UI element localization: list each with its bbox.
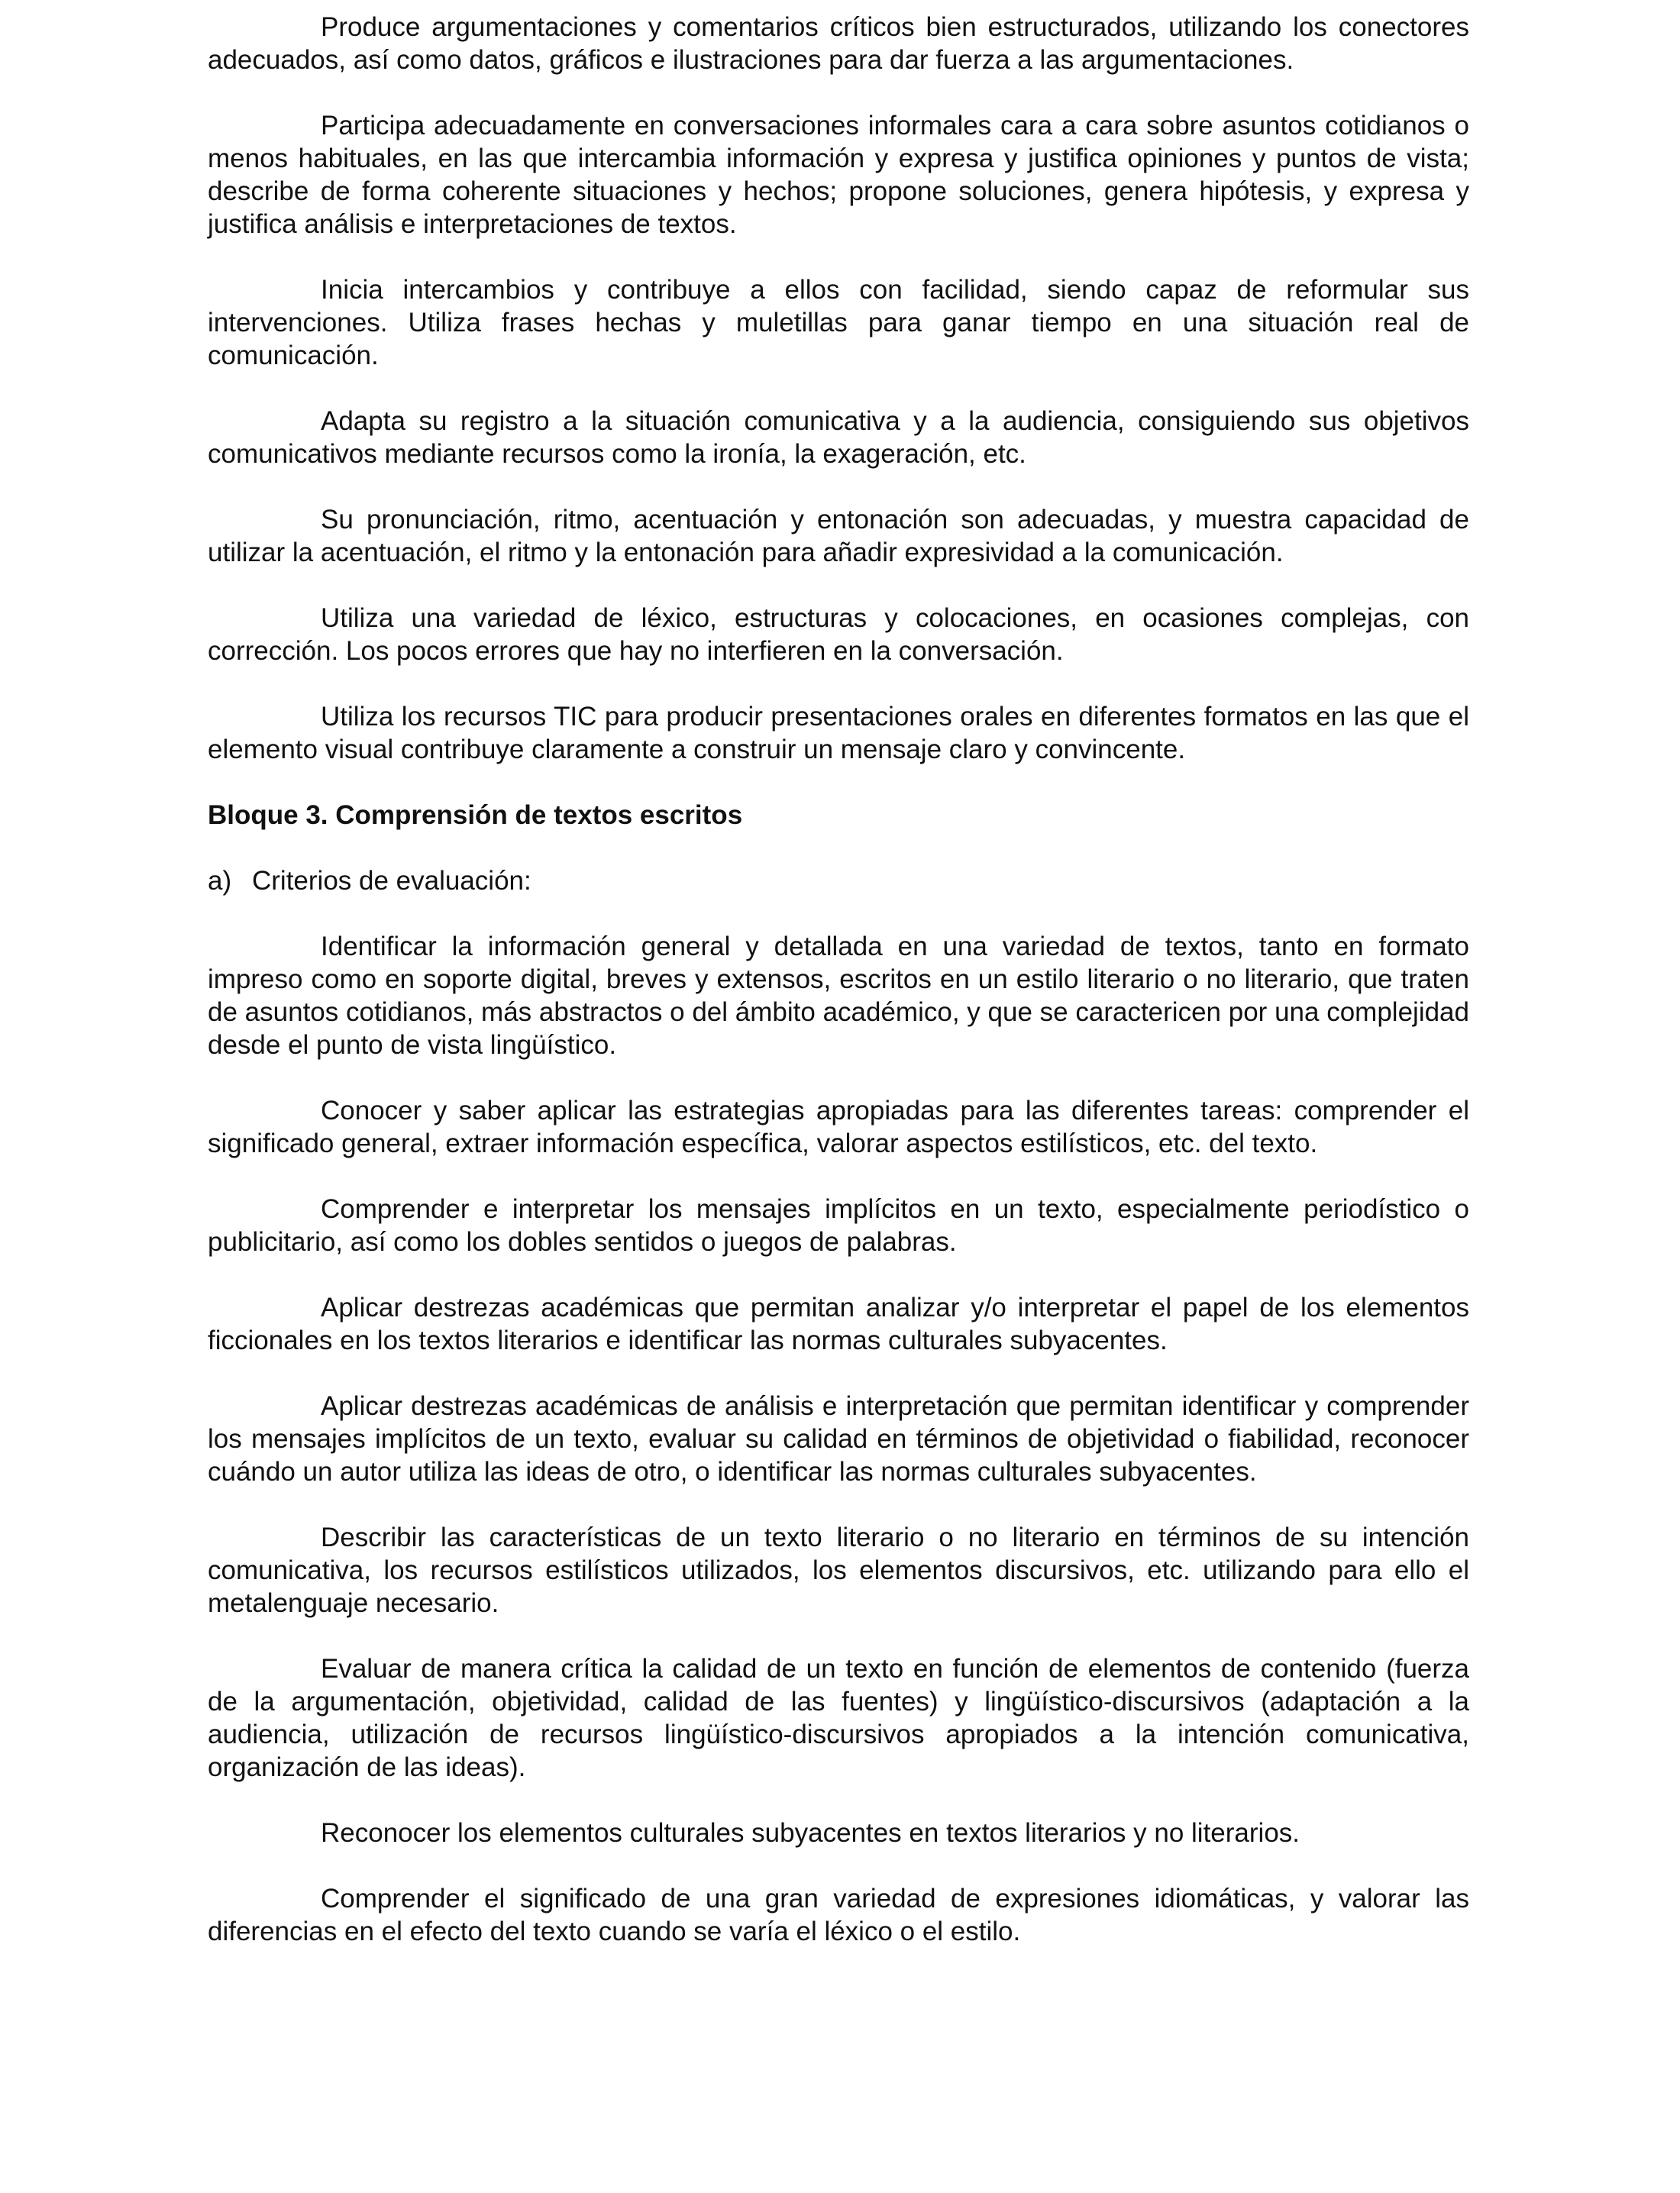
paragraph-caracteristicas: Describir las características de un texto literario o no literario en términos de su intención comunicativa, los recursos estilísticos utilizados, los elementos discursivos, etc. utilizando para ello el metalenguaje necesario. [208,1523,1469,1618]
subsection-heading [208,864,1469,897]
paragraph-expresiones-idiomaticas: Comprender el significado de una gran variedad de expresiones idiomáticas, y valorar las diferencias en el efecto del texto cuando se varía el léxico o el estilo. [208,1884,1469,1946]
subsection-marker: a) [208,866,232,896]
paragraph-identificar: Identificar la información general y detallada en una variedad de textos, tanto en formato impreso como en soporte digital, breves y extensos, escritos en un estilo literario o no literario, que traten de asuntos cotidianos, más abstractos o del ámbito académico, y que se caractericen por una complejidad desde el punto de vista lingüístico. [208,932,1469,1060]
paragraph-elementos-ficcionales: Aplicar destrezas académicas que permitan analizar y/o interpretar el papel de los elementos ficcionales en los textos literarios e identificar las normas culturales subyacentes. [208,1293,1469,1355]
subsection-label: Criterios de evaluación: [252,866,531,896]
paragraph-registro: Adapta su registro a la situación comunicativa y a la audiencia, consiguiendo sus objetivos comunicativos mediante recursos como la ironía, la exageración, etc. [208,406,1469,469]
paragraph-argumentaciones: Produce argumentaciones y comentarios críticos bien estructurados, utilizando los conectores adecuados, así como datos, gráficos e ilustraciones para dar fuerza a las argumentaciones. [208,12,1469,75]
paragraph-pronunciacion: Su pronunciación, ritmo, acentuación y entonación son adecuadas, y muestra capacidad de utilizar la acentuación, el ritmo y la entonación para añadir expresividad a la comunicación. [208,505,1469,567]
paragraph-recursos-tic: Utiliza los recursos TIC para producir presentaciones orales en diferentes formatos en las que el elemento visual contribuye claramente a construir un mensaje claro y convincente. [208,702,1469,764]
paragraph-elementos-culturales: Reconocer los elementos culturales subyacentes en textos literarios y no literarios. [321,1818,1300,1848]
paragraph-conversaciones: Participa adecuadamente en conversaciones informales cara a cara sobre asuntos cotidianos o menos habituales, en las que intercambia información y expresa y justifica opiniones y puntos de vista; describe de forma coherente situaciones y hechos; propone soluciones, genera hipótesis, y expresa y justifica análisis e interpretaciones de textos. [208,111,1469,239]
paragraph-lexico: Utiliza una variedad de léxico, estructuras y colocaciones, en ocasiones complejas, con corrección. Los pocos errores que hay no interfieren en la conversación. [208,603,1469,666]
paragraph-analisis-interpretacion: Aplicar destrezas académicas de análisis e interpretación que permitan identificar y comprender los mensajes implícitos de un texto, evaluar su calidad en términos de objetividad o fiabilidad, reconocer cuándo un autor utiliza las ideas de otro, o identificar las normas culturales subyacentes. [208,1391,1469,1487]
section-heading: Bloque 3. Comprensión de textos escritos [208,800,743,830]
paragraph-estrategias: Conocer y saber aplicar las estrategias apropiadas para las diferentes tareas: comprender el significado general, extraer información específica, valorar aspectos estilísticos, etc. del texto. [208,1096,1469,1158]
paragraph-evaluar-calidad: Evaluar de manera crítica la calidad de un texto en función de elementos de contenido (fuerza de la argumentación, objetividad, calidad de las fuentes) y lingüístico-discursivos (adaptación a la audiencia, utilización de recursos lingüístico-discursivos apropiados a la intención comunicativa, organización de las ideas). [208,1654,1469,1782]
paragraph-intercambios: Inicia intercambios y contribuye a ellos con facilidad, siendo capaz de reformular sus intervenciones. Utiliza frases hechas y muletillas para ganar tiempo en una situación real de comunicación. [208,275,1469,370]
document-page [208,11,1469,1981]
paragraph-mensajes-implicitos: Comprender e interpretar los mensajes implícitos en un texto, especialmente periodístico o publicitario, así como los dobles sentidos o juegos de palabras. [208,1194,1469,1257]
